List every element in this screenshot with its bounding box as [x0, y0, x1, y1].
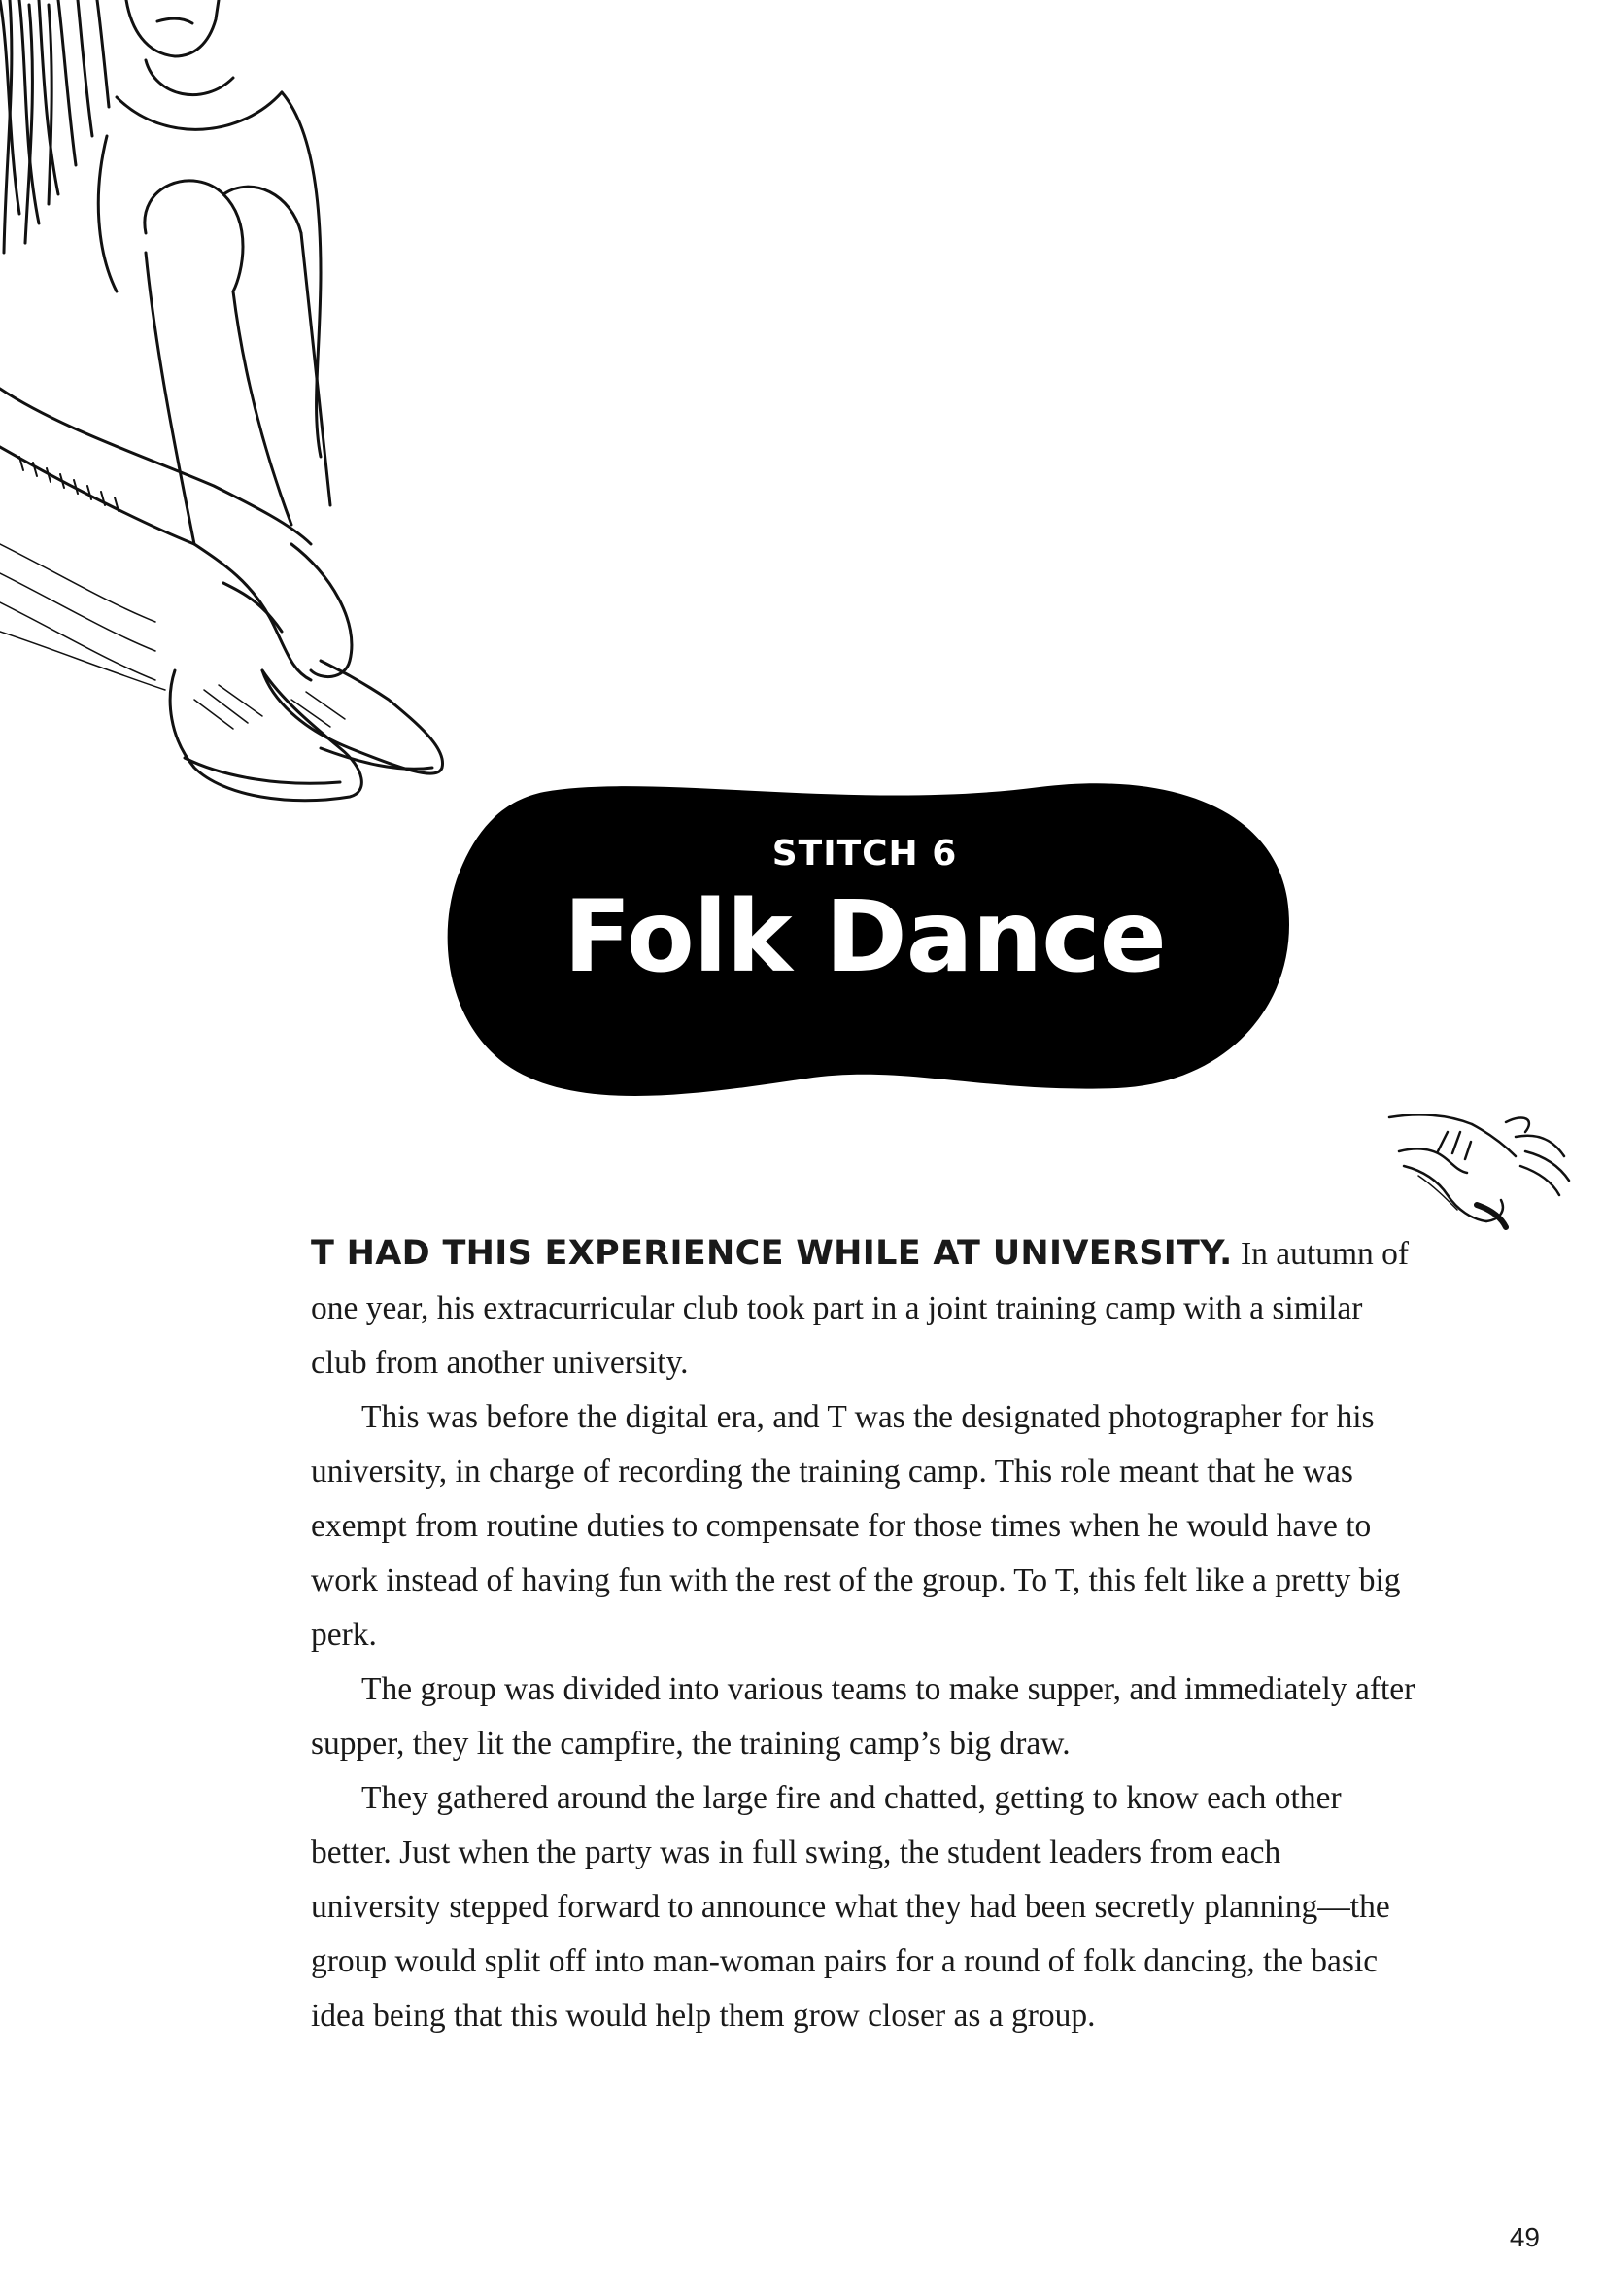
lead-in-caps: T HAD THIS EXPERIENCE WHILE AT UNIVERSITY.: [311, 1234, 1233, 1273]
chapter-label: STITCH 6: [771, 834, 958, 874]
seated-girl-illustration: [0, 0, 457, 816]
paragraph-2: This was before the digital era, and T was the designated photographer for his university, in charge of recording the training camp. This role meant that he was exempt from routine duties to compensate for those times when he would have to work instead of having fun with the rest of the group. To T, this felt like a pretty big perk.: [311, 1399, 1401, 1653]
hands-illustration: [1380, 1113, 1574, 1234]
paragraph-1-text: In autumn of one year, his extracurricular club took part in a joint training camp with a similar club from another university.: [311, 1236, 1410, 1381]
paragraph-1: [311, 1226, 1418, 1390]
page-number: 49: [1509, 2222, 1540, 2252]
paragraph-3: The group was divided into various teams to make supper, and immediately after supper, they lit the campfire, the training camp’s big draw.: [311, 1671, 1415, 1762]
chapter-title: Folk Dance: [563, 879, 1166, 995]
paragraph-4: They gathered around the large fire and chatted, getting to know each other better. Just when the party was in full swing, the student leaders from each university stepped forward to announce what they had been secretly planning—the group would split off into man-woman pairs for a round of folk dancing, the basic idea being that this would help them grow closer as a group.: [311, 1780, 1390, 2034]
body-text: [311, 1226, 1418, 2043]
